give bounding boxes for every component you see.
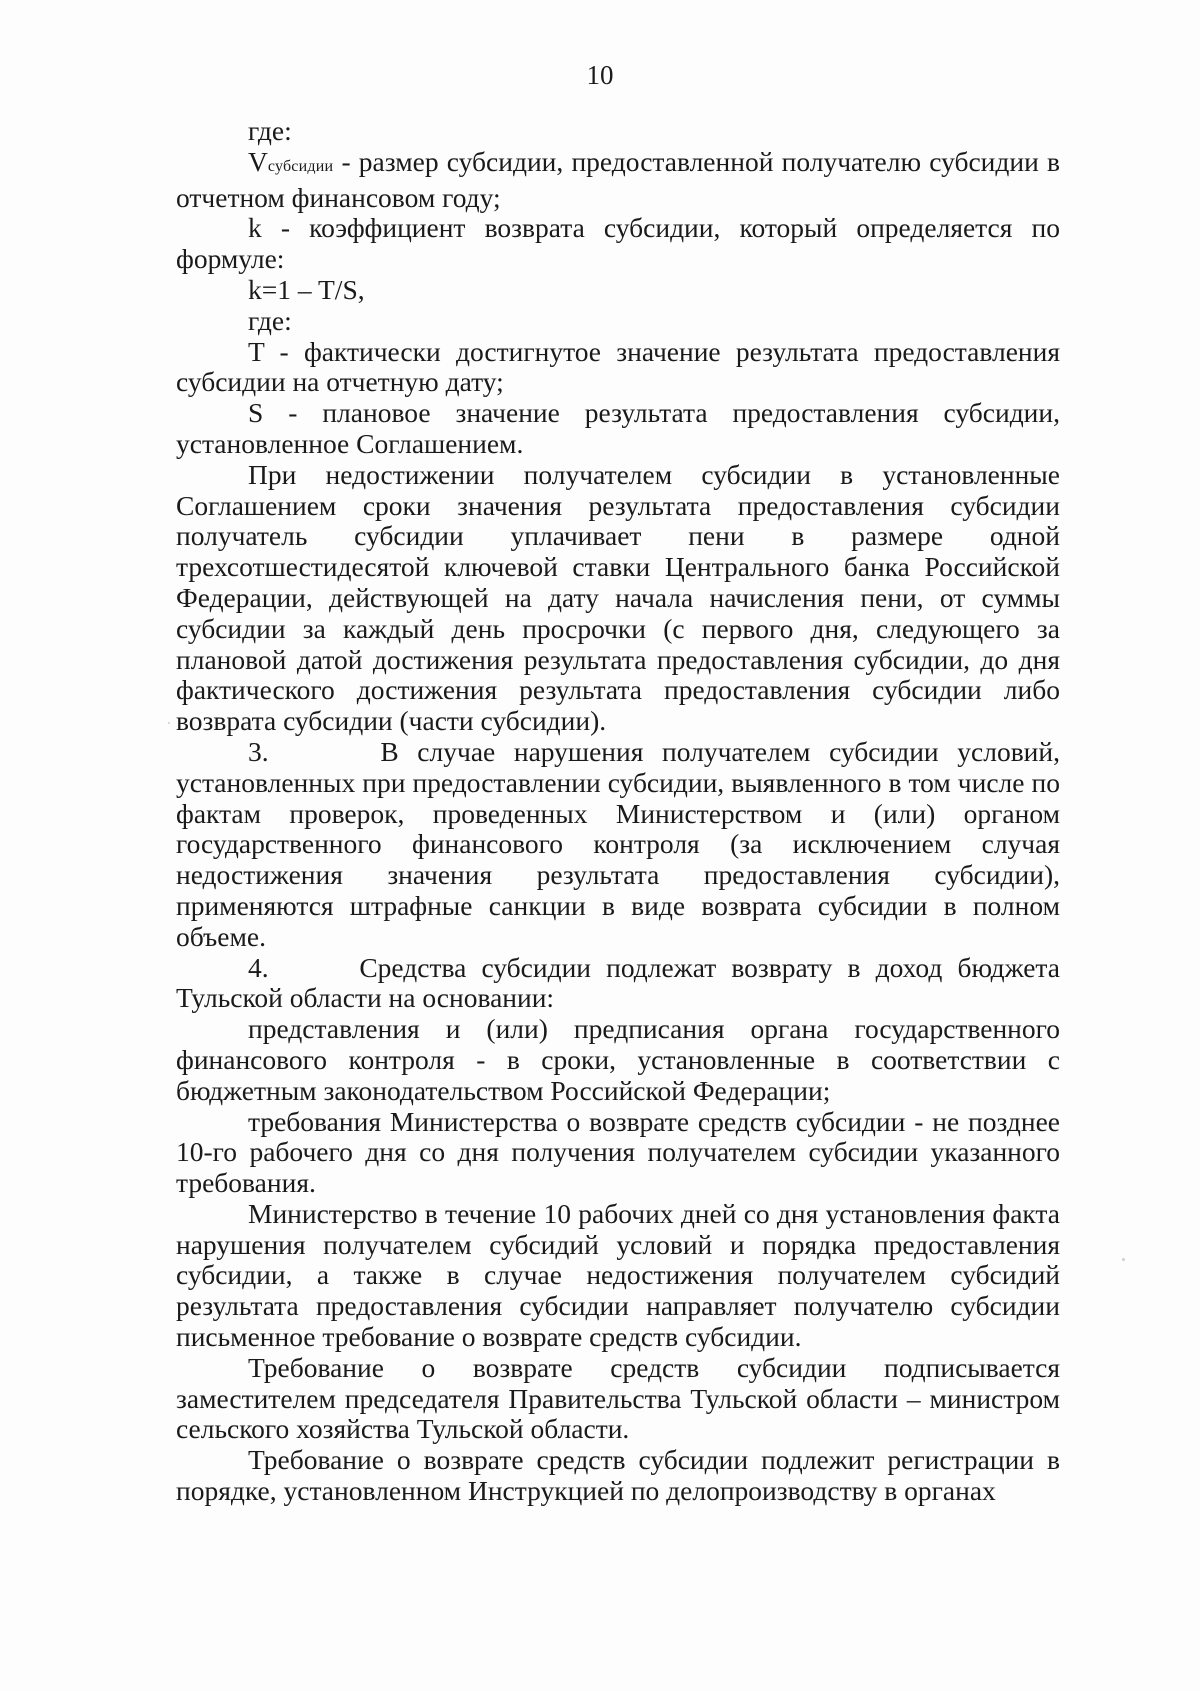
paragraph-signed: Требование о возврате средств субсидии подписывается заместителем председателя Правительства Тульской области – министром сельского хозяйства Тульской области. [176,1351,1060,1445]
paragraph-where-2: где: [248,304,292,336]
scan-speck [1122,1258,1125,1261]
paragraph-item-4a: представления и (или) предписания органа государственного финансового контроля - в сроки, установленные в соответствии с бюджетным законодательством Российской Федерации; [176,1013,1060,1106]
v-symbol: V [248,145,268,177]
paragraph-ministry: Министерство в течение 10 рабочих дней со дня установления факта нарушения получателем субсидий условий и порядка предоставления субсидии, а также в случае недостижения получателем субсидий результата предоставления субсидии направляет получателю субсидии письменное требование о возврате средств субсидии. [176,1197,1060,1353]
paragraph-penalty: При недостижении получателем субсидии в установленные Соглашением сроки значения результата предоставления субсидии получатель субсидии уплачивает пени в размере одной трехсотшестидесятой ключевой ставки Центрального банка Российской Федерации, действующей на дату начала начисления пени, от суммы субсидии за каждый день просрочки (с первого дня, следующего за плановой датой достижения результата предоставления субсидии, до дня фактического достижения результата предоставления субсидии либо возврата субсидии (части субсидии). [176,458,1060,737]
paragraph-v-definition [176,147,1060,214]
paragraph-item-3: 3. В случае нарушения получателем субсидии условий, установленных при предоставлении субсидии, выявленного в том числе по фактам проверок, проведенных Министерством и (или) органом государственного финансового контроля (за исключением случая недостижения значения результата предоставления субсидии), применяются штрафные санкции в виде возврата субсидии в полном объеме. [176,735,1060,952]
paragraph-item-4b: требования Министерства о возврате средств субсидии - не позднее 10-го рабочего дня со дня получения получателем субсидии указанного требования. [176,1105,1060,1199]
formula: k=1 – T/S, [248,273,365,305]
page-body [176,116,1060,1507]
paragraph-where: где: [248,115,292,146]
page-number: 10 [586,60,614,90]
scan-speck [168,722,170,724]
paragraph-k-definition: k - коэффициент возврата субсидии, который определяется по формуле: [176,212,1060,275]
paragraph-item-4: 4. Средства субсидии подлежат возврату в доход бюджета Тульской области на основании: [176,951,1060,1014]
paragraph-t-definition: T - фактически достигнутое значение результата предоставления субсидии на отчетную дату; [176,335,1060,398]
paragraph-registration: Требование о возврате средств субсидии подлежит регистрации в порядке, установленном Инструкцией по делопроизводству в органах [176,1444,1060,1507]
paragraph-s-definition: S - плановое значение результата предоставления субсидии, установленное Соглашением. [176,397,1060,459]
v-subscript: субсидии [267,157,334,175]
v-definition-text: - размер субсидии, предоставленной получателю субсидии в отчетном финансовом году; [176,145,1060,213]
